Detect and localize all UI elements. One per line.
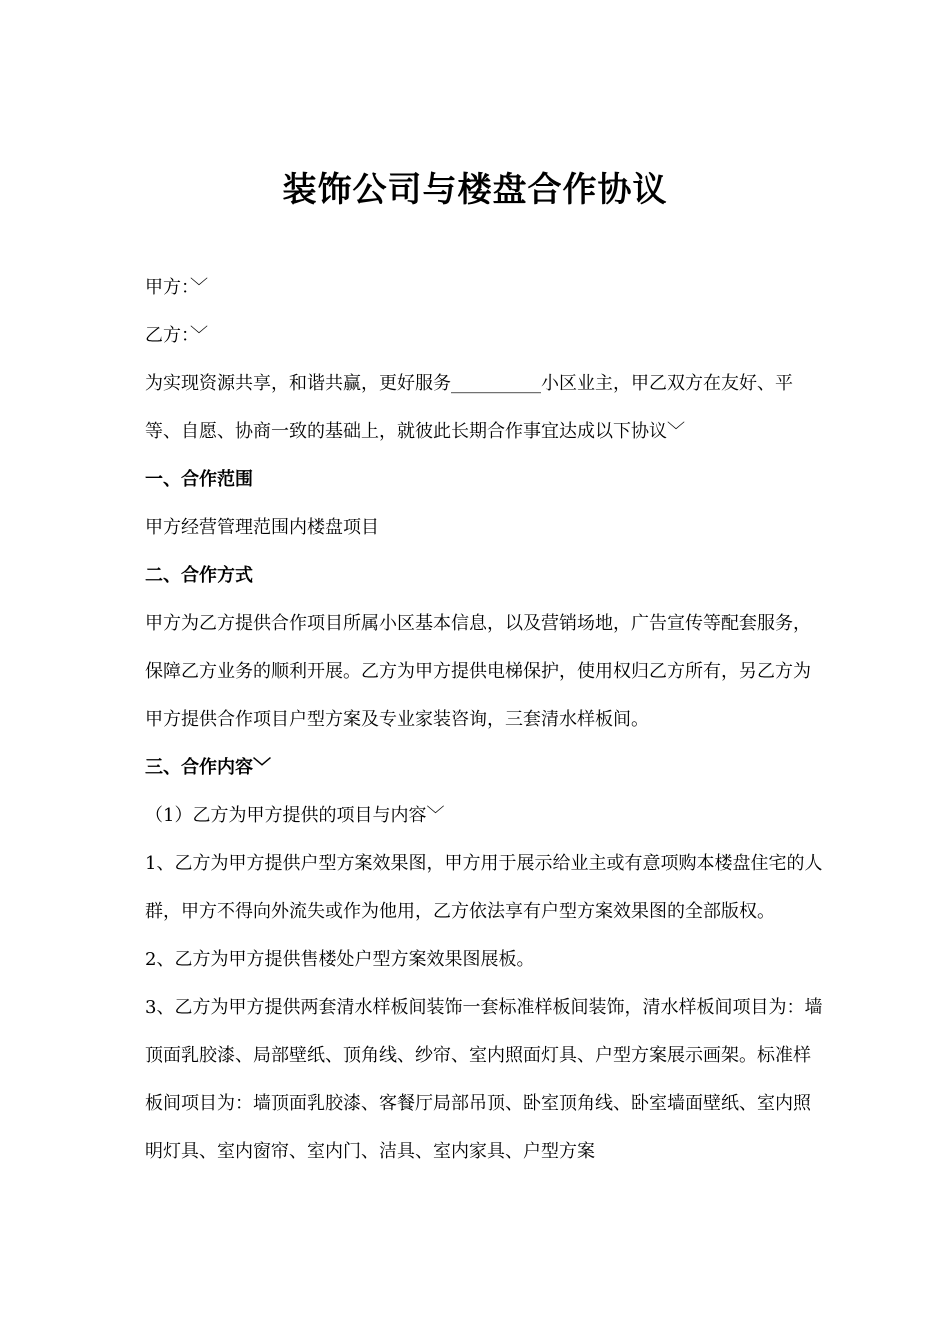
intro-paragraph: 为实现资源共享，和谐共赢，更好服务__________小区业主，甲乙双方在友好、平等、自愿、协商一致的基础上，就彼此长期合作事宜达成以下协议﹀: [145, 373, 793, 442]
clause-item-2: 2、乙方为甲方提供售楼处户型方案效果图展板。: [145, 949, 535, 970]
document-title: 装饰公司与楼盘合作协议: [282, 170, 668, 210]
section-heading-content: 三、合作内容﹀: [145, 757, 271, 778]
clause-item-1: 1、乙方为甲方提供户型方案效果图，甲方用于展示给业主或有意项购本楼盘住宅的人群，甲方不得向外流失或作为他用，乙方依法享有户型方案效果图的全部版权。: [145, 853, 823, 922]
document-body: [145, 264, 825, 1176]
party-a-line: 甲方：﹀: [145, 277, 208, 298]
party-b-line: 乙方：﹀: [145, 325, 208, 346]
clause-item-3: 3、乙方为甲方提供两套清水样板间装饰一套标准样板间装饰，清水样板间项目为：墙顶面乳胶漆、局部壁纸、顶角线、纱帘、室内照面灯具、户型方案展示画架。标准样板间项目为：墙顶面乳胶漆、客餐厅局部吊顶、卧室顶角线、卧室墙面壁纸、室内照明灯具、室内窗帘、室内门、洁具、室内家具、户型方案: [145, 997, 823, 1162]
subsection-heading: （1）乙方为甲方提供的项目与内容﹀: [145, 805, 445, 826]
section-heading-method: 二、合作方式: [145, 565, 253, 586]
section-text-method: 甲方为乙方提供合作项目所属小区基本信息，以及营销场地，广告宣传等配套服务，保障乙方业务的顺利开展。乙方为甲方提供电梯保护，使用权归乙方所有，另乙方为甲方提供合作项目户型方案及专业家装咨询，三套清水样板间。: [145, 613, 811, 730]
section-text-scope: 甲方经营管理范围内楼盘项目: [145, 517, 379, 538]
section-heading-scope: 一、合作范围: [145, 469, 253, 490]
